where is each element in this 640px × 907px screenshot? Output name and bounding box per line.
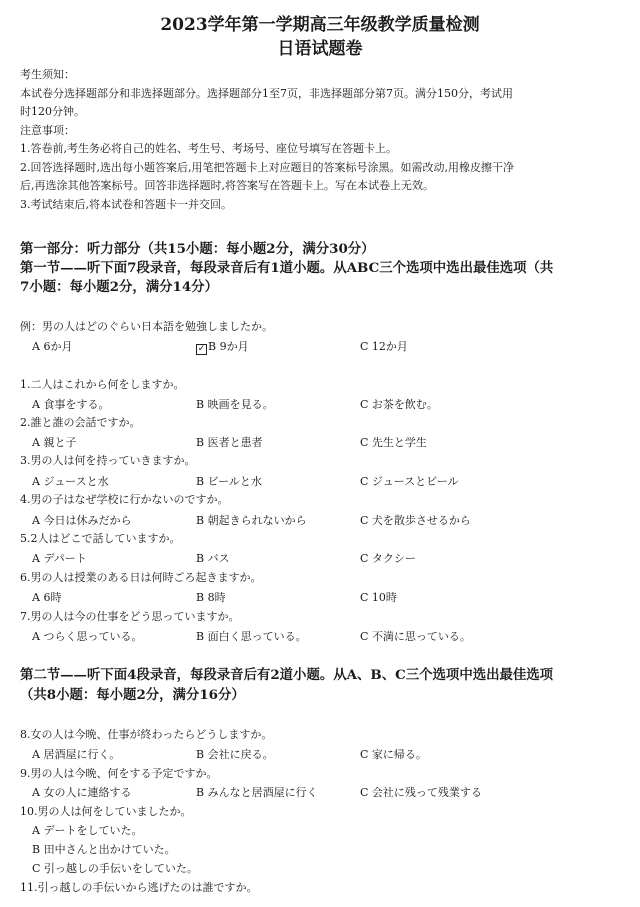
question: 6.男の人は授業のある日は何時ごろ起きますか。: [20, 571, 262, 584]
notes-line: 本试卷分选择题部分和非选择题部分。选择题部分1至7页，非选择题部分第7页。满分150分，考试用: [20, 86, 513, 100]
notes-item: 3.考试结束后,将本试卷和答题卡一并交回。: [20, 197, 232, 211]
section2-heading-line2: （共8小题：每小题2分，满分16分）: [20, 687, 245, 703]
question: 1.二人はこれから何をしますか。: [20, 378, 185, 391]
option-a: A ジュースと水: [32, 475, 109, 488]
part1-heading: 第一部分：听力部分（共15小题：每小题2分，满分30分）: [20, 241, 375, 257]
option-b: B 田中さんと出かけていた。: [32, 843, 176, 856]
option-c: C お茶を飲む。: [360, 398, 438, 411]
option-a: A 居酒屋に行く。: [32, 748, 121, 761]
notes-heading: 考生须知：: [20, 68, 75, 81]
option-c: C ジュースとビール: [360, 475, 459, 488]
notes-item: 1.答卷前,考生务必将自己的姓名、考生号、考场号、座位号填写在答题卡上。: [20, 142, 397, 155]
section1-heading-line2: 7小题：每小题2分，满分14分）: [20, 279, 218, 295]
question-options: [32, 396, 612, 413]
question-options: [32, 512, 612, 529]
option-c: C 10時: [360, 591, 397, 604]
exam-title: 2023学年第一学期高三年级教学质量检测: [160, 15, 480, 35]
exam-subtitle: 日语试题卷: [277, 39, 363, 59]
option-b: B バス: [196, 552, 230, 565]
section1-heading-line1: 第一节——听下面7段录音，每段录音后有1道小题。从ABC三个选项中选出最佳选项（共: [20, 260, 554, 276]
question-options: [32, 589, 612, 606]
option-a: A 親と子: [32, 436, 77, 449]
question: 7.男の人は今の仕事をどう思っていますか。: [20, 610, 240, 623]
notes-item: 2.回答选择题时,选出每小题答案后,用笔把答题卡上对应题目的答案标号涂黑。如需改动,用橡皮擦干净: [20, 160, 514, 174]
option-b: B 朝起きられないから: [196, 514, 307, 527]
option-a: A デートをしていた。: [32, 824, 143, 837]
question-options: [32, 746, 612, 763]
option-c: C 引っ越しの手伝いをしていた。: [32, 862, 198, 875]
option-b-checked: [196, 338, 249, 355]
option-b: B 映画を見る。: [196, 398, 274, 411]
option-a: A 今日は休みだから: [32, 514, 132, 527]
option-a: A デパート: [32, 552, 87, 565]
attention-heading: 注意事项：: [20, 123, 75, 137]
option-a: A 食事をする。: [32, 398, 110, 411]
checkmark-icon: ✓: [197, 344, 206, 354]
notes-item: 后,再选涂其他答案标号。回答非选择题时,将答案写在答题卡上。写在本试卷上无效。: [20, 179, 434, 192]
question: 5.2人はどこで話していますか。: [20, 532, 181, 545]
question-options: [32, 784, 612, 801]
option-a: A つらく思っている。: [32, 630, 143, 643]
question: 3.男の人は何を持っていきますか。: [20, 454, 196, 467]
option-c: C 先生と学生: [360, 436, 427, 449]
option-c: C タクシー: [360, 552, 416, 565]
option-c: C 不満に思っている。: [360, 630, 471, 643]
option-c: C 会社に残って残業する: [360, 786, 482, 799]
question: 9.男の人は今晩、何をする予定ですか。: [20, 767, 218, 780]
example-options: [32, 338, 612, 355]
option-b: B 会社に戻る。: [196, 748, 274, 761]
option-c: C 犬を散歩させるから: [360, 514, 471, 527]
example-question: 例：男の人はどのぐらい日本語を勉強しましたか。: [20, 320, 273, 333]
option-a: A 6時: [32, 591, 62, 604]
option-b: B みんなと居酒屋に行く: [196, 786, 318, 799]
question-options: [32, 434, 612, 451]
question: 10.男の人は何をしていましたか。: [20, 805, 192, 818]
option-a: A 6か月: [32, 340, 73, 353]
option-b: B 面白く思っている。: [196, 630, 307, 643]
option-a: A 女の人に連絡する: [32, 786, 132, 799]
notes-line: 时120分钟。: [20, 105, 85, 118]
option-b: B ビールと水: [196, 475, 262, 488]
question: 2.誰と誰の会話ですか。: [20, 416, 141, 429]
question: 4.男の子はなぜ学校に行かないのですか。: [20, 493, 229, 506]
option-b-label: B 9か月: [208, 340, 249, 353]
option-c: C 12か月: [360, 340, 408, 353]
section2-heading-line1: 第二节——听下面4段录音，每段录音后有2道小题。从A、B、C三个选项中选出最佳选项: [20, 667, 554, 683]
instructions-block: [20, 66, 626, 214]
question-options: [32, 473, 612, 490]
option-b: B 8時: [196, 591, 226, 604]
question-options: [32, 628, 612, 645]
question-options: [32, 550, 612, 567]
question: 8.女の人は今晩、仕事が終わったらどうしますか。: [20, 728, 273, 741]
option-c: C 家に帰る。: [360, 748, 427, 761]
question: 11.引っ越しの手伝いから逃げたのは誰ですか。: [20, 881, 258, 894]
option-b: B 医者と患者: [196, 436, 263, 449]
